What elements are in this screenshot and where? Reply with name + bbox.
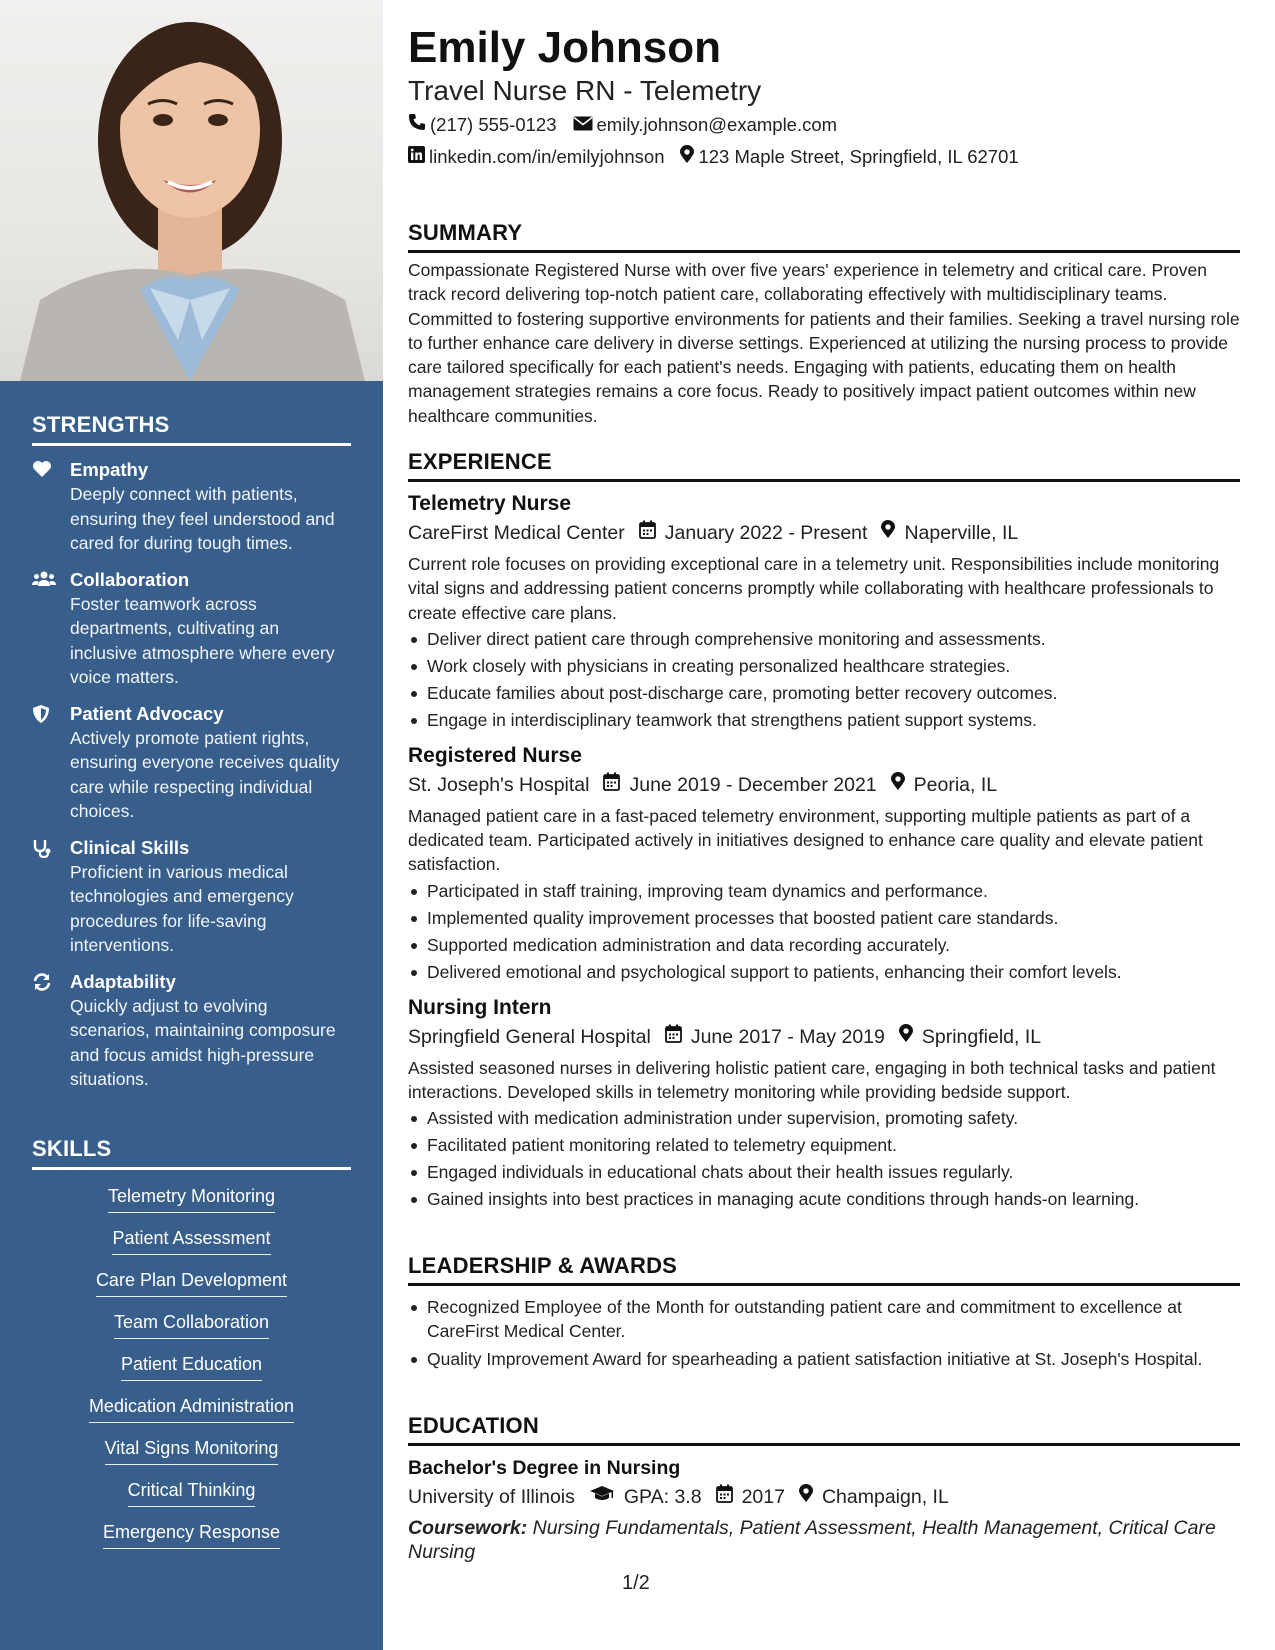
skill-tag: Patient Education — [121, 1352, 262, 1381]
job-location: Peoria, IL — [913, 773, 998, 796]
skill-tag: Patient Assessment — [112, 1226, 270, 1255]
shield-icon — [32, 702, 70, 824]
strength-title: Clinical Skills — [70, 836, 190, 858]
map-pin-icon — [899, 1022, 922, 1052]
job-entry — [408, 742, 1240, 986]
graduation-cap-icon — [589, 1482, 624, 1512]
job-dates: June 2019 - December 2021 — [629, 773, 877, 796]
employer: CareFirst Medical Center — [408, 522, 625, 544]
candidate-name: Emily Johnson — [408, 23, 721, 72]
list-item: Supported medication administration and data recording accurately. — [408, 932, 1240, 959]
list-item: Engaged individuals in educational chats about their health issues regularly. — [408, 1159, 1240, 1186]
map-pin-icon — [891, 770, 914, 800]
coursework-label: Coursework: — [408, 1517, 528, 1539]
skill-tag: Team Collaboration — [114, 1310, 269, 1339]
calendar-icon — [603, 770, 629, 800]
skill-tag: Emergency Response — [103, 1520, 280, 1549]
strength-description: Proficient in various medical technologies and emergency procedures for life-saving interventions. — [70, 861, 294, 955]
list-item: Engage in interdisciplinary teamwork that strengthens patient support systems. — [408, 707, 1240, 734]
job-entry — [408, 994, 1240, 1214]
summary-text: Compassionate Registered Nurse with over five years' experience in telemetry and critical care. Proven track record delivering top-notch patient care, collaborating effectively with multidisciplinary teams. Committed to fostering supportive environments for patients and their families. Seeking a travel nursing role to further enhance care delivery in diverse settings. Experienced at utilizing the nursing process to provide care tailored specifically for each patient's needs. Engaging with patients, educating them on health management strategies remains a core focus. Ready to positively impact patient outcomes within new healthcare communities. — [408, 260, 1240, 426]
sidebar — [0, 0, 383, 1650]
list-item: Work closely with physicians in creating personalized healthcare strategies. — [408, 653, 1240, 680]
list-item: Educate families about post-discharge care, promoting better recovery outcomes. — [408, 680, 1240, 707]
list-item: Quality Improvement Award for spearheading a patient satisfaction initiative at St. Joseph's Hospital. — [408, 1347, 1240, 1371]
map-pin-icon — [799, 1482, 822, 1512]
strength-description: Foster teamwork across departments, cultivating an inclusive atmosphere where every voice matters. — [70, 593, 335, 687]
calendar-icon — [716, 1482, 742, 1512]
strength-description: Quickly adjust to evolving scenarios, maintaining composure and focus amidst high-pressure situations. — [70, 995, 336, 1089]
skill-tag: Care Plan Development — [96, 1268, 287, 1297]
job-description: Managed patient care in a fast-paced telemetry environment, supporting multiple patients as part of a dedicated team. Participated actively in initiatives designed to enhance care quality and elevate patient satisfaction. — [408, 805, 1203, 875]
job-dates: January 2022 - Present — [664, 522, 868, 544]
strengths-section — [32, 412, 351, 1092]
list-item: Facilitated patient monitoring related to telemetry equipment. — [408, 1132, 1240, 1159]
calendar-icon — [639, 518, 665, 548]
summary-section — [408, 220, 1240, 428]
skills-heading: SKILLS — [32, 1136, 351, 1170]
skill-tag: Telemetry Monitoring — [108, 1184, 275, 1213]
page-number: 1/2 — [622, 1572, 650, 1594]
list-item: Gained insights into best practices in managing acute conditions through hands-on learning. — [408, 1186, 1240, 1213]
awards-list — [408, 1295, 1240, 1371]
awards-section — [408, 1253, 1240, 1375]
strengths-heading: STRENGTHS — [32, 412, 351, 446]
strength-item — [32, 836, 351, 958]
map-pin-icon — [881, 518, 904, 548]
address: 123 Maple Street, Springfield, IL 62701 — [698, 146, 1019, 167]
email-icon — [573, 114, 597, 136]
strength-item — [32, 458, 351, 556]
map-pin-icon — [680, 145, 698, 169]
coursework-list: Nursing Fundamentals, Patient Assessment, Health Management, Critical Care Nursing — [408, 1517, 1216, 1563]
strength-description: Actively promote patient rights, ensuring everyone receives quality care while respecting individual choices. — [70, 727, 340, 821]
profile-photo — [0, 0, 383, 381]
experience-section — [408, 449, 1240, 1213]
strength-item — [32, 568, 351, 690]
heart-icon — [32, 458, 70, 556]
strength-title: Collaboration — [70, 568, 190, 590]
strength-item — [32, 702, 351, 824]
phone-number[interactable]: (217) 555-0123 — [430, 113, 557, 135]
degree: Bachelor's Degree in Nursing — [408, 1457, 681, 1479]
stethoscope-icon — [32, 836, 70, 958]
strength-title: Empathy — [70, 459, 149, 480]
linkedin-link[interactable]: linkedin.com/in/emilyjohnson — [429, 146, 665, 167]
section-heading: EDUCATION — [408, 1413, 1240, 1446]
job-bullets — [408, 626, 1240, 734]
list-item: Recognized Employee of the Month for outstanding patient care and commitment to excellence at CareFirst Medical Center. — [408, 1295, 1240, 1343]
list-item: Participated in staff training, improving team dynamics and performance. — [408, 878, 1240, 905]
job-location: Springfield, IL — [921, 1025, 1042, 1048]
strength-title: Adaptability — [70, 970, 176, 992]
job-description: Current role focuses on providing exceptional care in a telemetry unit. Responsibilities include monitoring vital signs and addressing patient concerns promptly while collaborating with healthcare professionals to create effective care plans. — [408, 554, 1220, 623]
linkedin-icon — [408, 146, 429, 168]
graduation-year: 2017 — [741, 1486, 785, 1508]
strength-item — [32, 970, 351, 1092]
school: University of Illinois — [408, 1486, 575, 1508]
job-description: Assisted seasoned nurses in delivering holistic patient care, engaging in both technical tasks and patient interactions. Developed skills in telemetry monitoring while providing bedside support. — [408, 1057, 1216, 1103]
section-heading: EXPERIENCE — [408, 449, 1240, 482]
contact-row — [408, 113, 853, 136]
job-bullets — [408, 1105, 1240, 1213]
school-location: Champaign, IL — [821, 1486, 949, 1508]
job-title: Telemetry Nurse — [408, 492, 572, 515]
employer: St. Joseph's Hospital — [408, 773, 590, 796]
list-item: Implemented quality improvement processes that boosted patient care standards. — [408, 905, 1240, 932]
skills-section — [32, 1136, 351, 1562]
gpa: GPA: 3.8 — [623, 1486, 702, 1508]
sync-icon — [32, 970, 70, 1092]
coursework — [408, 1516, 1240, 1564]
job-title: Registered Nurse — [408, 743, 582, 767]
job-entry — [408, 490, 1240, 734]
contact-row — [408, 145, 1035, 169]
job-location: Naperville, IL — [904, 522, 1019, 544]
skill-tag: Critical Thinking — [128, 1478, 256, 1507]
list-item: Deliver direct patient care through comprehensive monitoring and assessments. — [408, 626, 1240, 653]
skills-list — [32, 1184, 351, 1549]
users-icon — [32, 568, 70, 690]
strength-description: Deeply connect with patients, ensuring they feel understood and cared for during tough times. — [70, 484, 335, 553]
education-section — [408, 1413, 1240, 1564]
list-item: Delivered emotional and psychological support to patients, enhancing their comfort levels. — [408, 959, 1240, 986]
phone-icon — [408, 113, 430, 136]
candidate-title: Travel Nurse RN - Telemetry — [408, 75, 762, 106]
job-title: Nursing Intern — [408, 995, 552, 1019]
job-dates: June 2017 - May 2019 — [690, 1025, 885, 1048]
list-item: Assisted with medication administration under supervision, promoting safety. — [408, 1105, 1240, 1132]
strength-title: Patient Advocacy — [70, 702, 224, 724]
calendar-icon — [665, 1022, 691, 1052]
section-heading: SUMMARY — [408, 220, 1240, 253]
job-bullets — [408, 878, 1240, 986]
section-heading: LEADERSHIP & AWARDS — [408, 1253, 1240, 1286]
email-address[interactable]: emily.johnson@example.com — [596, 113, 838, 135]
skill-tag: Medication Administration — [89, 1394, 294, 1423]
skill-tag: Vital Signs Monitoring — [105, 1436, 279, 1465]
employer: Springfield General Hospital — [408, 1025, 651, 1048]
